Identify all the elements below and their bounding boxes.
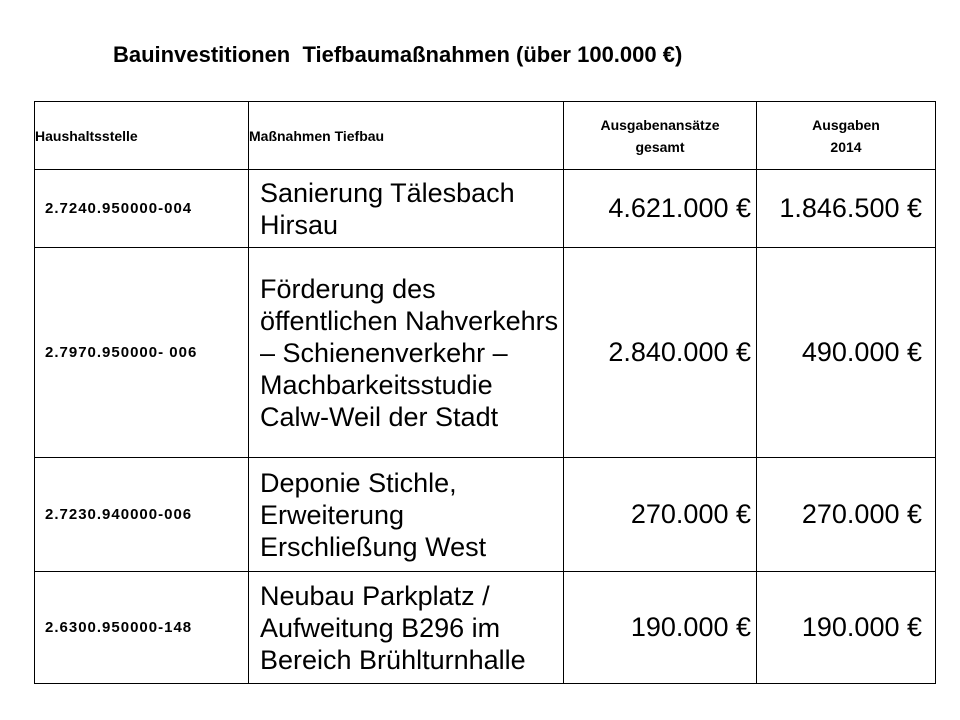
cell-haushaltsstelle: 2.7240.950000-004 (35, 170, 249, 248)
page-title: Bauinvestitionen Tiefbaumaßnahmen (über 100.000 €) (113, 42, 683, 67)
column-header-ausgaben-2014: Ausgaben 2014 (757, 102, 936, 170)
table-header-row (35, 102, 936, 170)
cell-ausgaben-2014: 1.846.500 € (757, 170, 936, 248)
cell-ausgabenansaetze-gesamt: 4.621.000 € (564, 170, 757, 248)
table-row (35, 170, 936, 248)
column-header-haushaltsstelle: Haushaltsstelle (35, 102, 249, 170)
cell-massnahme: Deponie Stichle, Erweiterung Erschließung West (249, 458, 564, 572)
cell-ausgaben-2014: 270.000 € (757, 458, 936, 572)
cell-ausgabenansaetze-gesamt: 190.000 € (564, 572, 757, 684)
table-row (35, 572, 936, 684)
cell-ausgabenansaetze-gesamt: 270.000 € (564, 458, 757, 572)
cell-ausgaben-2014: 190.000 € (757, 572, 936, 684)
cell-ausgabenansaetze-gesamt: 2.840.000 € (564, 248, 757, 458)
investment-table (34, 101, 936, 684)
cell-haushaltsstelle: 2.6300.950000-148 (35, 572, 249, 684)
cell-haushaltsstelle: 2.7970.950000- 006 (35, 248, 249, 458)
cell-massnahme: Sanierung Tälesbach Hirsau (249, 170, 564, 248)
cell-massnahme: Förderung des öffentlichen Nahverkehrs – Schienenverkehr – Machbarkeitsstudie Calw-Weil der Stadt (249, 248, 564, 458)
cell-haushaltsstelle: 2.7230.940000-006 (35, 458, 249, 572)
column-header-ausgabenansaetze-gesamt: Ausgabenansätze gesamt (564, 102, 757, 170)
cell-ausgaben-2014: 490.000 € (757, 248, 936, 458)
table-row (35, 248, 936, 458)
table-row (35, 458, 936, 572)
cell-massnahme: Neubau Parkplatz / Aufweitung B296 im Bereich Brühlturnhalle (249, 572, 564, 684)
column-header-massnahmen-tiefbau: Maßnahmen Tiefbau (249, 102, 564, 170)
